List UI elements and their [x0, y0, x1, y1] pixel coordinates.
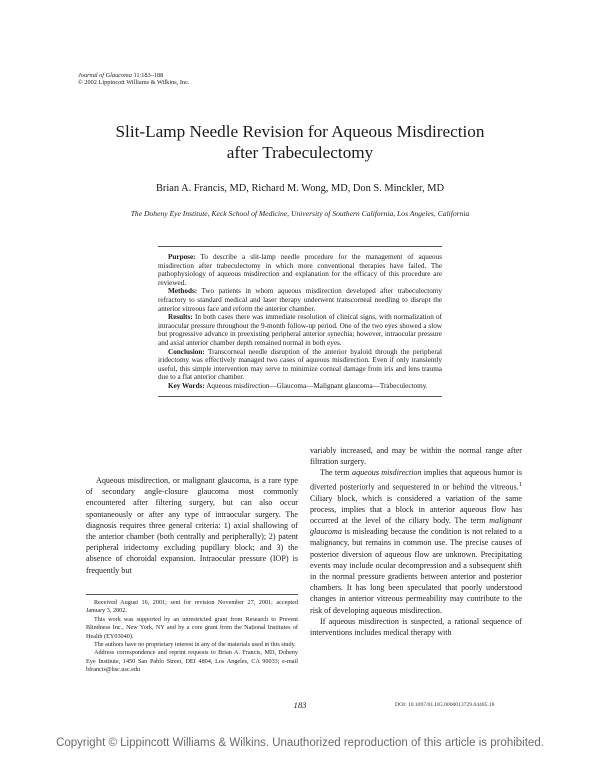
keywords-text: Aqueous misdirection—Glaucoma—Malignant glaucoma—Trabeculectomy.: [204, 381, 428, 390]
purpose-label: Purpose:: [168, 253, 196, 261]
purpose-text: To describe a slit-lamp needle procedure for the management of aqueous misdirection after trabeculectomy in which more conventional therapies have failed. The pathophysiology of aqueous misdirection and explanation for the efficacy of this procedure are reviewed.: [158, 253, 442, 287]
footnote-received: Received August 16, 2001; sent for revision November 27, 2001; accepted January 3, 2002.: [86, 599, 298, 615]
title-line-2: after Trabeculectomy: [226, 143, 374, 162]
results-text: In both cases there was immediate resolution of clinical signs, with normalization of intraocular pressure throughout the 9-month follow-up period. One of the two eyes showed a slow but progressive advance in preexisting peripheral anterior synechia; however, intraocular pressure and axial anterior chamber depth remained normal in both eyes.: [158, 313, 442, 347]
citation-1: 1: [518, 480, 522, 488]
title-line-1: Slit-Lamp Needle Revision for Aqueous Misdirection: [115, 122, 485, 141]
abstract-keywords: [158, 382, 442, 391]
right-p2-text-c: Ciliary block, which is considered a variation of the same process, implies that a block in anterior aqueous flow has occurred at the level of the ciliary body. The term: [310, 493, 522, 525]
abstract-conclusion: [158, 348, 442, 382]
footnote-support: This work was supported by an unrestricted grant from Research to Prevent Blindness Inc., New York, NY and by a core grant from the National Institutes of Health (EY03040).: [86, 615, 298, 640]
right-p2-text-d: is misleading because the condition is not related to a malignancy, but remains in common use. The precise causes of posterior diversion of aqueous flow are unknown. Precipitating events may include ocular decompression and a subsequent shift in the normal pressure gradients between anterior and posterior chambers. It has long been speculated that poorly understood changes in anterior vitreous permeability may contribute to the risk of developing aqueous misdirection.: [310, 527, 522, 615]
methods-label: Methods:: [168, 287, 198, 296]
conclusion-label: Conclusion:: [168, 347, 205, 356]
right-p2-text-a: The term: [320, 468, 353, 478]
abstract-methods: [158, 287, 442, 313]
conclusion-text: Transcorneal needle disruption of the anterior hyaloid through the peripheral iridectomy was effectively managed two cases of aqueous misdirection. Even if only transiently useful, this simple intervention may serve to minimize corneal damage from iris and lens trauma due to a flat anterior chamber.: [158, 347, 442, 382]
right-paragraph-1: variably increased, and may be within the normal range after filtration surgery.: [310, 446, 522, 467]
footnote-interest: The authors have no proprietary interest in any of the materials used in this study.: [94, 641, 296, 649]
right-paragraph-3: If aqueous misdirection is suspected, a rational sequence of interventions includes medical therapy with: [310, 616, 522, 637]
body-left-column: [86, 475, 298, 576]
term-malignant-glaucoma: malignant glaucoma: [310, 515, 522, 537]
methods-text: Two patients in whom aqueous misdirection developed after trabeculectomy refractory to standard medical and laser therapy underwent transcorneal needling to disrupt the anterior vitreous face and reform the anterior chamber.: [158, 287, 442, 313]
journal-issue: 11:183–188: [131, 72, 164, 79]
body-right-column: [310, 445, 522, 638]
doi: DOI: 10.1097/01.IJG.0000013729.04485.18: [395, 702, 495, 708]
right-paragraph-2: [310, 467, 522, 615]
journal-header: [78, 72, 189, 86]
journal-name: Journal of Glaucoma: [78, 72, 132, 79]
right-p2-text-b: implies that aqueous humor is diverted posteriorly and sequestered in or behind the vitreous.: [310, 468, 523, 492]
journal-copyright: © 2002 Lippincott Williams & Wilkins, Inc.: [78, 79, 190, 87]
authors: Brian A. Francis, MD, Richard M. Wong, MD, Don S. Minckler, MD: [155, 183, 445, 194]
abstract-box: [158, 246, 442, 397]
footnote-address: Address correspondence and reprint requests to Brian A. Francis, MD, Doheny Eye Institute, 1450 San Pablo Street, DEI 4804, Los Angeles, CA 90033; e-mail bfrancis@hsc.usc.edu: [86, 649, 298, 674]
abstract-results: [158, 313, 442, 347]
term-aqueous-misdirection: aqueous misdirection: [352, 468, 422, 478]
results-label: Results:: [168, 313, 193, 322]
affiliation: The Doheny Eye Institute, Keck School of Medicine, University of Southern California, Los Angeles, California: [130, 209, 470, 218]
page-number: 183: [293, 700, 307, 710]
article-title: [0, 121, 600, 163]
abstract-purpose: [158, 253, 442, 287]
keywords-label: Key Words:: [168, 381, 205, 390]
left-paragraph-1: Aqueous misdirection, or malignant glaucoma, is a rare type of secondary angle-closure glaucoma most commonly encountered after filtering surgery, but can also occur spontaneously or after any type of intraocular surgery. The diagnosis requires three general criteria: 1) axial shallowing of the anterior chamber (both centrally and peripherally); 2) patent peripheral iridectomy excluding pupillary block; and 3) the absence of choroidal expansion. Intraocular pressure (IOP) is frequently but: [86, 476, 298, 575]
copyright-watermark: Copyright © Lippincott Williams & Wilkins. Unauthorized reproduction of this article is prohibited.: [56, 737, 544, 749]
footnotes: [86, 594, 298, 675]
